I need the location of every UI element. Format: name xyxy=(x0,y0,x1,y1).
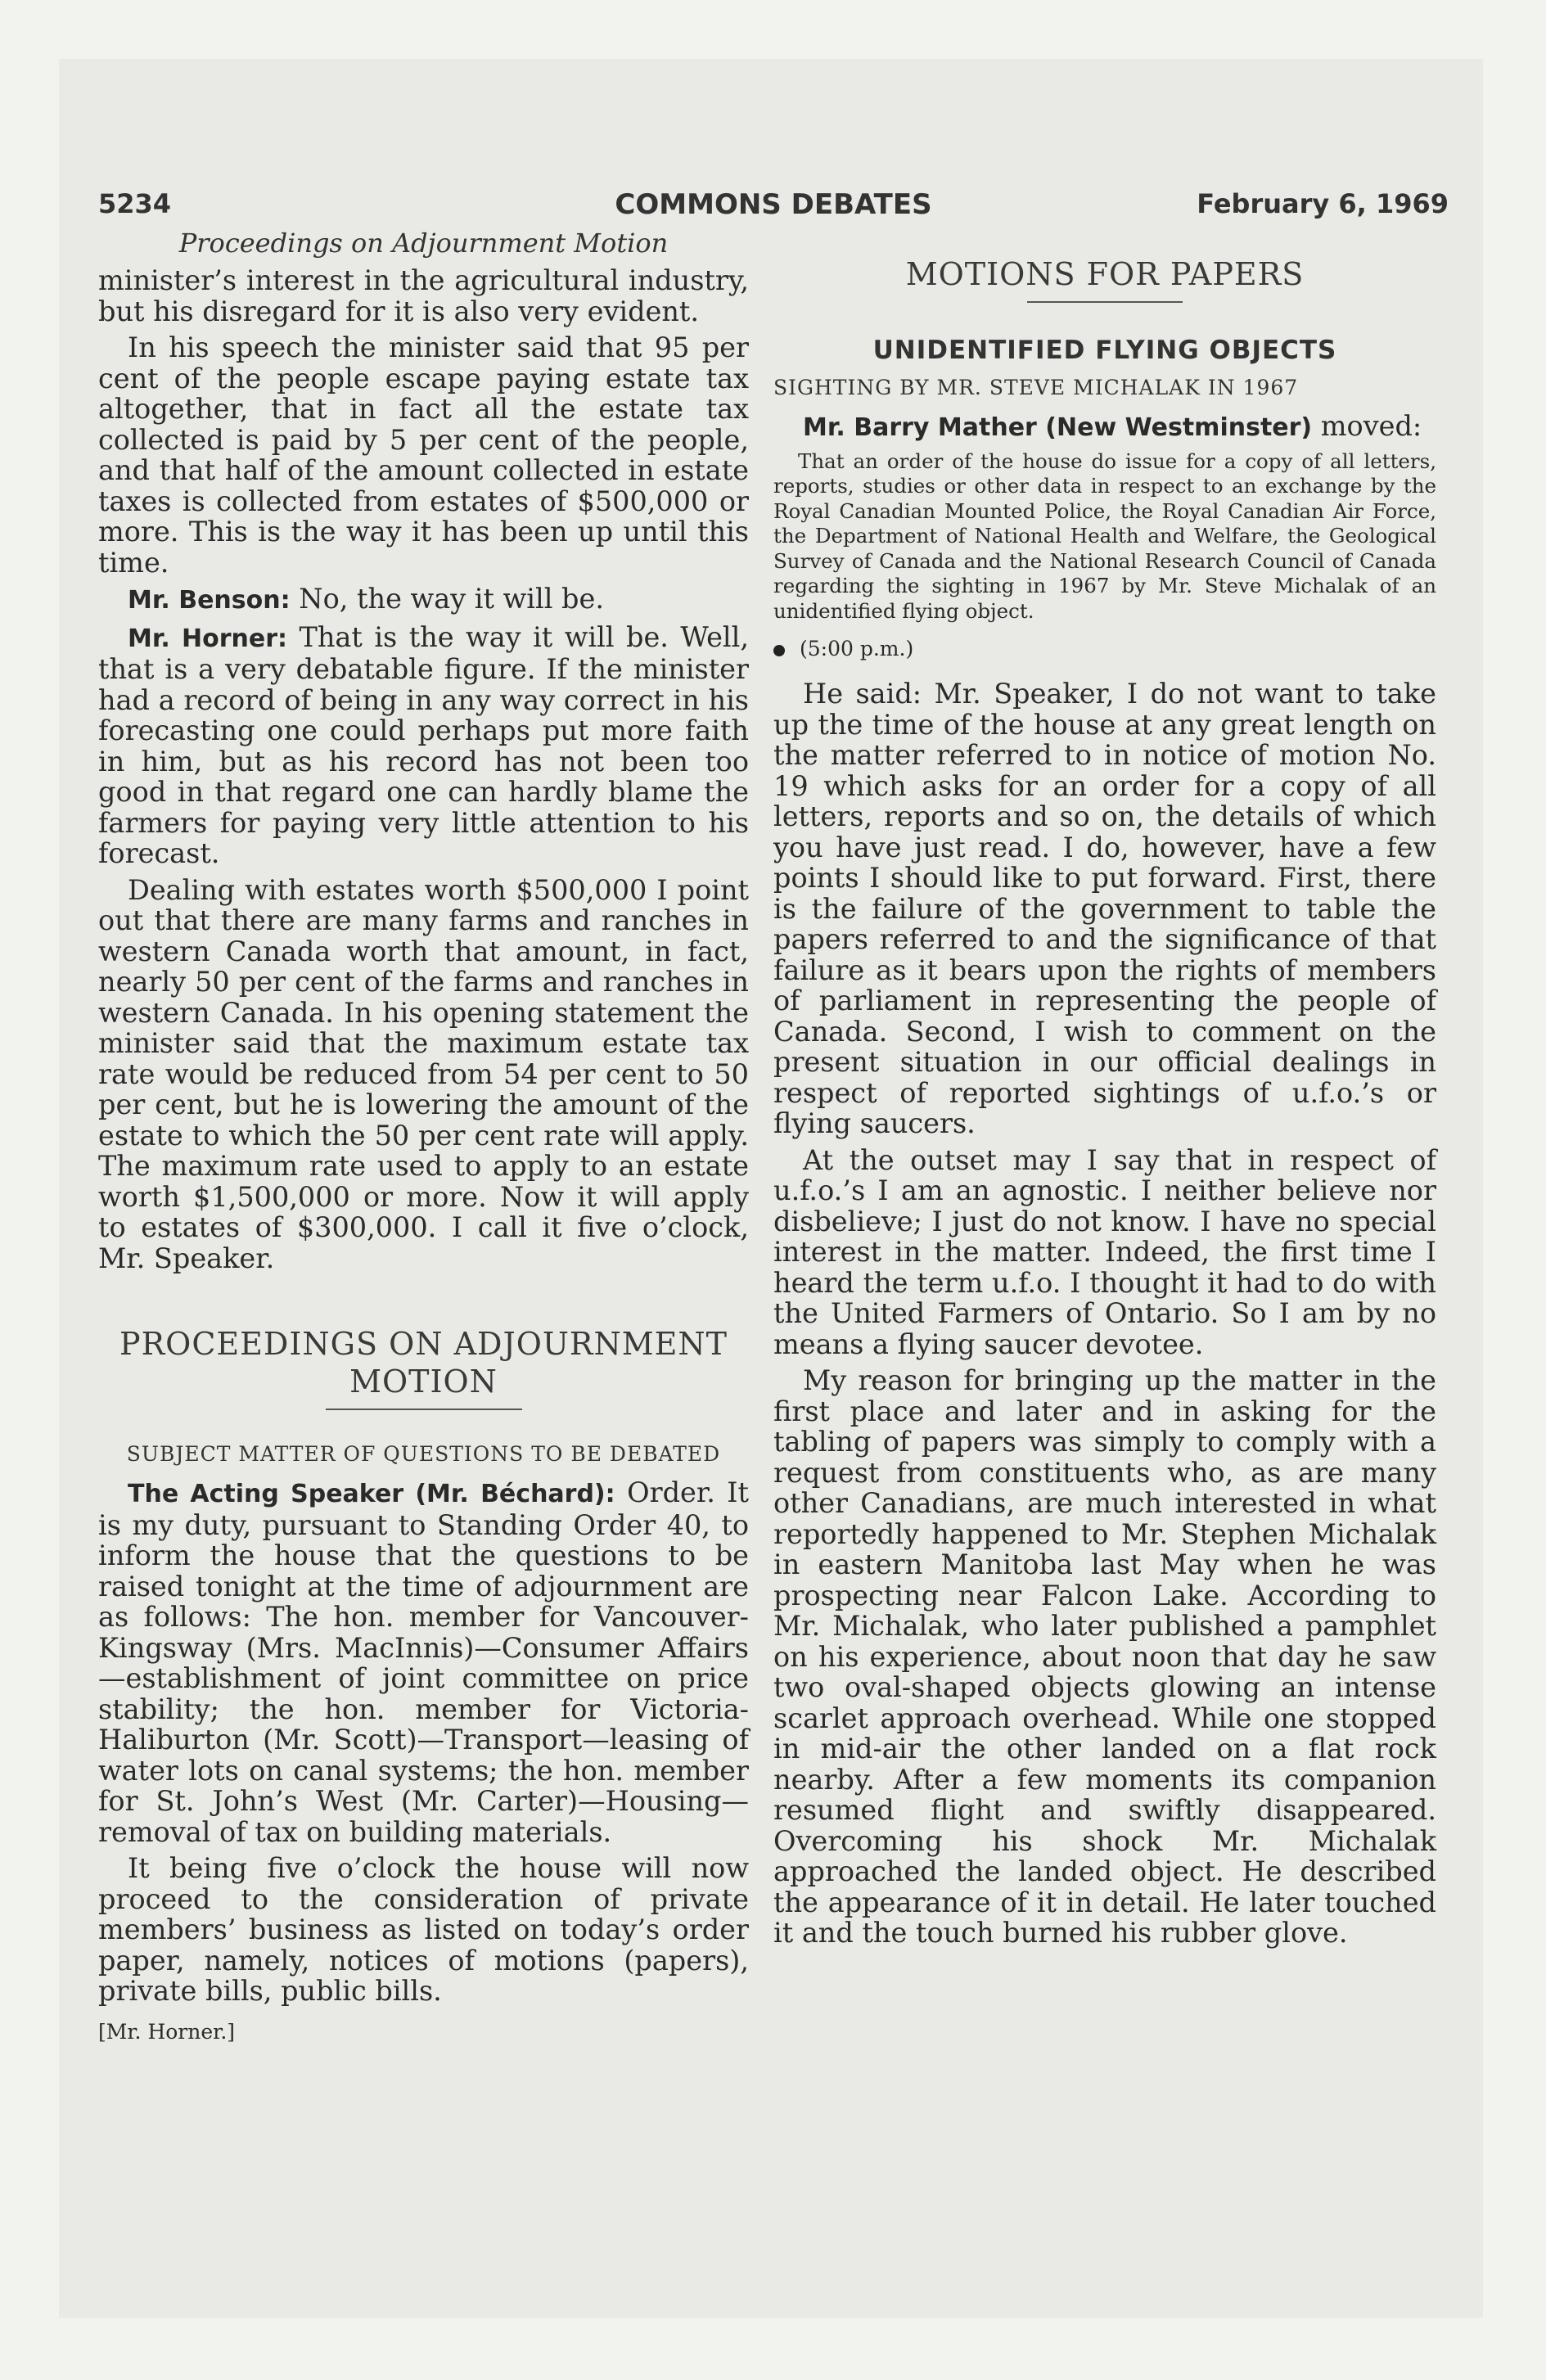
paragraph xyxy=(773,411,1436,444)
paragraph xyxy=(98,584,749,616)
section-rule xyxy=(326,1409,522,1410)
time-marker xyxy=(773,637,1436,660)
speaker-name: The Acting Speaker (Mr. Béchard): xyxy=(128,1480,615,1508)
section-rule xyxy=(1027,301,1183,303)
right-column xyxy=(773,228,1436,1954)
section-title-line-2: MOTION xyxy=(349,1364,498,1400)
paragraph: He said: Mr. Speaker, I do not want to take up the time of the house at any great length on the matter referred to in notice of motion No. 19 which asks for an order for a copy of all letters, reports and so on, the details of which you have just read. I do, however, have a few points I should like to put forward. First, there is the failure of the government to table the papers referred to and the significance of that failure as it bears upon the rights of members of parliament in representing the people of Canada. Second, I wish to comment on the present situation in our official dealings in respect of reported sightings of u.f.o.’s or flying saucers. xyxy=(773,678,1436,1139)
running-head: Proceedings on Adjournment Motion xyxy=(178,228,669,259)
paragraph: My reason for bringing up the matter in the first place and later and in asking for the tabling of papers was simply to comply with a request from constituents who, as are many other Canadians, are much interested in what reportedly happened to Mr. Stephen Michalak in eastern Manitoba last May when he was prospecting near Falcon Lake. According to Mr. Michalak, who later published a pamphlet on his experience, about noon that day he saw two oval-shaped objects glowing an intense scarlet approach overhead. While one stopped in mid-air the other landed on a flat rock nearby. After a few moments its companion resumed flight and swiftly disappeared. Overcoming his shock Mr. Michalak approached the landed object. He described the appearance of it in detail. He later touched it and the touch burned his rubber glove. xyxy=(773,1364,1436,1949)
paragraph: At the outset may I say that in respect of u.f.o.’s I am an agnostic. I neither believe nor disbelieve; I just do not know. I have no special interest in the matter. Indeed, the first time I heard the term u.f.o. I thought it had to do with the United Farmers of Ontario. So I am by no means a flying saucer devotee. xyxy=(773,1143,1436,1360)
speaker-name: Mr. Benson: xyxy=(128,586,291,615)
paragraph xyxy=(98,1477,749,1847)
paragraph xyxy=(98,622,749,869)
paragraph: In his speech the minister said that 95 per cent of the people escape paying estate tax altogether, that in fact all the estate tax collected is paid by 5 per cent of the people, and that half of the amount collected in estate taxes is collected from estates of $500,000 or more. This is the way it has been up until this time. xyxy=(98,331,749,579)
subject-heading: SUBJECT MATTER OF QUESTIONS TO BE DEBATED xyxy=(126,1442,721,1466)
speech-text: No, the way it will be. xyxy=(290,583,604,615)
paragraph: minister’s interest in the agricultural industry, but his disregard for it is also very evident. xyxy=(98,264,749,327)
paragraph: It being five o’clock the house will now proceed to the consideration of private members’ business as listed on today’s order paper, namely, notices of motions (papers), private bills, public bills. xyxy=(98,1852,749,2007)
page-number: 5234 xyxy=(98,188,172,219)
motion-text: That an order of the house do issue for a copy of all letters, reports, studies or other data in respect to an exchange by the Royal Canadian Mounted Police, the Royal Canadian Air Force, the Department of National Health and Welfare, the Geological Survey of Canada and the National Research Council of Canada regarding the sighting in 1967 by Mr. Steve Michalak of an unidentified flying object. xyxy=(773,449,1436,623)
bullet-icon xyxy=(773,645,785,656)
speech-text: Order. It is my duty, pursuant to Standing Order 40, to inform the house that the questions to be raised tonight at the time of adjournment are as follows: The hon. member for Vancouver-Kingsway (Mrs. MacInnis)—Consumer Affairs—establishment of joint committee on price stability; the hon. member for Victoria-Haliburton (Mr. Scott)—Transport—leasing of water lots on canal systems; the hon. member for St. John’s West (Mr. Carter)—Housing—removal of tax on building materials. xyxy=(98,1476,749,1848)
speaker-name: Mr. Horner: xyxy=(128,624,288,653)
speaker-name: Mr. Barry Mather (New Westminster) xyxy=(803,413,1313,442)
issue-date: February 6, 1969 xyxy=(1197,188,1449,219)
sighting-heading: SIGHTING BY MR. STEVE MICHALAK IN 1967 xyxy=(773,376,1299,399)
speech-text: That is the way it will be. Well, that is a very debatable figure. If the minister had a record of being in any way correct in his forecasting one could perhaps put more faith in him, but as his record has not been too good in that regard one can hardly blame the farmers for paying very little attention to his forecast. xyxy=(98,620,749,869)
section-title-line-1: PROCEEDINGS ON ADJOURNMENT xyxy=(119,1326,728,1362)
publication-title: COMMONS DEBATES xyxy=(615,188,932,221)
section-title: MOTIONS FOR PAPERS xyxy=(905,256,1305,292)
speech-text: moved: xyxy=(1312,410,1422,442)
column-footer: [Mr. Horner.] xyxy=(98,2019,236,2044)
left-column xyxy=(98,228,749,2044)
page-header xyxy=(98,188,1449,229)
sub-title: UNIDENTIFIED FLYING OBJECTS xyxy=(872,336,1337,365)
paragraph: Dealing with estates worth $500,000 I point out that there are many farms and ranches in western Canada worth that amount, in fact, nearly 50 per cent of the farms and ranches in western Canada. In his opening statement the minister said that the maximum estate tax rate would be reduced from 54 per cent to 50 per cent, but he is lowering the amount of the estate to which the 50 per cent rate will apply. The maximum rate used to apply to an estate worth $1,500,000 or more. Now it will apply to estates of $300,000. I call it five o’clock, Mr. Speaker. xyxy=(98,873,749,1274)
time-text: (5:00 p.m.) xyxy=(800,637,914,660)
